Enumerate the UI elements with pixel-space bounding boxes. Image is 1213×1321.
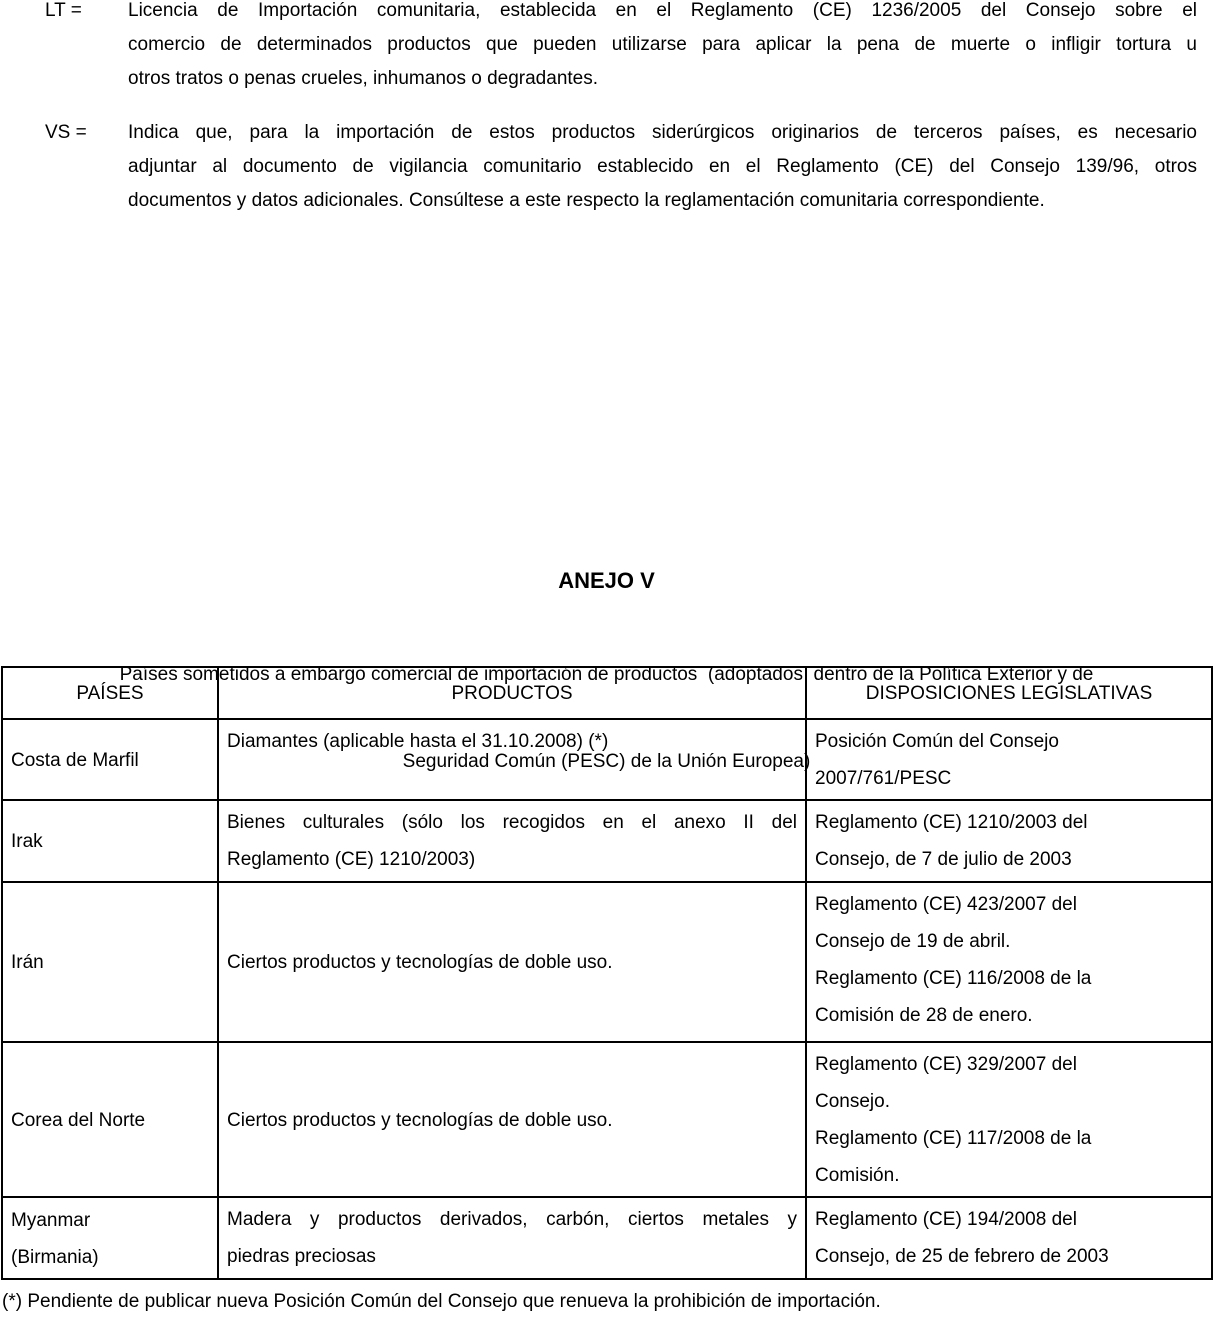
provisions-line: Consejo, de 25 de febrero de 2003 <box>815 1246 1109 1267</box>
provisions-line: Reglamento (CE) 116/2008 de la <box>815 968 1092 989</box>
products-line: Bienes culturales (sólo los recogidos en el anexo II del <box>227 812 797 833</box>
provisions-line: Reglamento (CE) 329/2007 del <box>815 1054 1077 1075</box>
table-row-myanmar <box>2 1197 1212 1279</box>
annex-subtitle-line-1: Países sometidos a embargo comercial de importación de productos (adoptados dentro de la Política Exterior y de <box>119 664 1094 685</box>
provisions-line: 2007/761/PESC <box>815 768 952 789</box>
definition-lt-line-3: otros tratos o penas crueles, inhumanos o degradantes. <box>128 68 599 89</box>
footnote: (*) Pendiente de publicar nueva Posición Común del Consejo que renueva la prohibición de importación. <box>2 1291 881 1312</box>
provisions-line: Consejo de 19 de abril. <box>815 931 1011 952</box>
annex-subtitle-line-2: Seguridad Común (PESC) de la Unión Europea) <box>402 751 811 772</box>
header-disposiciones: DISPOSICIONES LEGISLATIVAS <box>806 667 1212 719</box>
provisions-cell <box>806 1042 1212 1197</box>
provisions-line: Reglamento (CE) 117/2008 de la <box>815 1128 1092 1149</box>
definition-vs-term: VS = <box>45 122 87 143</box>
country-line: (Birmania) <box>11 1246 99 1268</box>
country-cell <box>2 1197 218 1279</box>
products-cell <box>218 719 806 800</box>
annex-title: ANEJO V <box>558 568 655 593</box>
products-cell <box>218 1042 806 1197</box>
country-line: Irak <box>11 831 43 852</box>
provisions-line: Reglamento (CE) 423/2007 del <box>815 894 1077 915</box>
country-line: Corea del Norte <box>11 1109 146 1131</box>
products-line: Reglamento (CE) 1210/2003) <box>227 849 476 870</box>
products-cell <box>218 800 806 882</box>
products-line: Diamantes (aplicable hasta el 31.10.2008) (*) <box>227 731 609 752</box>
provisions-line: Posición Común del Consejo <box>815 731 1059 752</box>
definition-vs-line-3: documentos y datos adicionales. Consúltese a este respecto la reglamentación comunitaria correspondiente. <box>128 190 1045 211</box>
definition-vs-line-2: adjuntar al documento de vigilancia comunitario establecido en el Reglamento (CE) del Consejo 139/96, otros <box>128 156 1197 177</box>
products-line: Madera y productos derivados, carbón, ciertos metales y <box>227 1209 797 1230</box>
table-row-corea-del-norte <box>2 1042 1212 1197</box>
products-line: Ciertos productos y tecnologías de doble uso. <box>227 1109 613 1131</box>
provisions-line: Comisión de 28 de enero. <box>815 1005 1033 1026</box>
country-line: Irán <box>11 952 44 973</box>
country-cell <box>2 882 218 1042</box>
table-row-iran <box>2 882 1212 1042</box>
country-line: Myanmar <box>11 1209 91 1231</box>
country-cell <box>2 800 218 882</box>
table-header-row <box>2 667 1212 719</box>
header-paises: PAÍSES <box>2 667 218 719</box>
country-cell <box>2 719 218 800</box>
definition-lt-line-1: Licencia de Importación comunitaria, establecida en el Reglamento (CE) 1236/2005 del Consejo sobre el <box>128 0 1197 21</box>
country-line: Costa de Marfil <box>11 749 139 771</box>
country-cell <box>2 1042 218 1197</box>
header-productos: PRODUCTOS <box>218 667 806 719</box>
definition-vs-body <box>128 116 1197 218</box>
provisions-cell <box>806 719 1212 800</box>
provisions-line: Comisión. <box>815 1165 900 1186</box>
provisions-line: Consejo, de 7 de julio de 2003 <box>815 849 1072 870</box>
provisions-cell <box>806 1197 1212 1279</box>
embargo-table <box>1 666 1213 1280</box>
provisions-line: Reglamento (CE) 1210/2003 del <box>815 812 1088 833</box>
products-cell <box>218 1197 806 1279</box>
table-row-irak <box>2 800 1212 882</box>
products-cell <box>218 882 806 1042</box>
definition-lt-line-2: comercio de determinados productos que pueden utilizarse para aplicar la pena de muerte o infligir tortura u <box>128 34 1197 55</box>
provisions-line: Reglamento (CE) 194/2008 del <box>815 1209 1077 1230</box>
products-line: Ciertos productos y tecnologías de doble uso. <box>227 952 613 973</box>
products-line: piedras preciosas <box>227 1246 376 1267</box>
table-row-costa-de-marfil <box>2 719 1212 800</box>
provisions-cell <box>806 882 1212 1042</box>
provisions-cell <box>806 800 1212 882</box>
definition-lt-term: LT = <box>45 0 82 21</box>
definition-lt-body <box>128 0 1197 96</box>
provisions-line: Consejo. <box>815 1091 890 1112</box>
definition-vs-line-1: Indica que, para la importación de estos productos siderúrgicos originarios de terceros países, es necesario <box>128 122 1197 143</box>
